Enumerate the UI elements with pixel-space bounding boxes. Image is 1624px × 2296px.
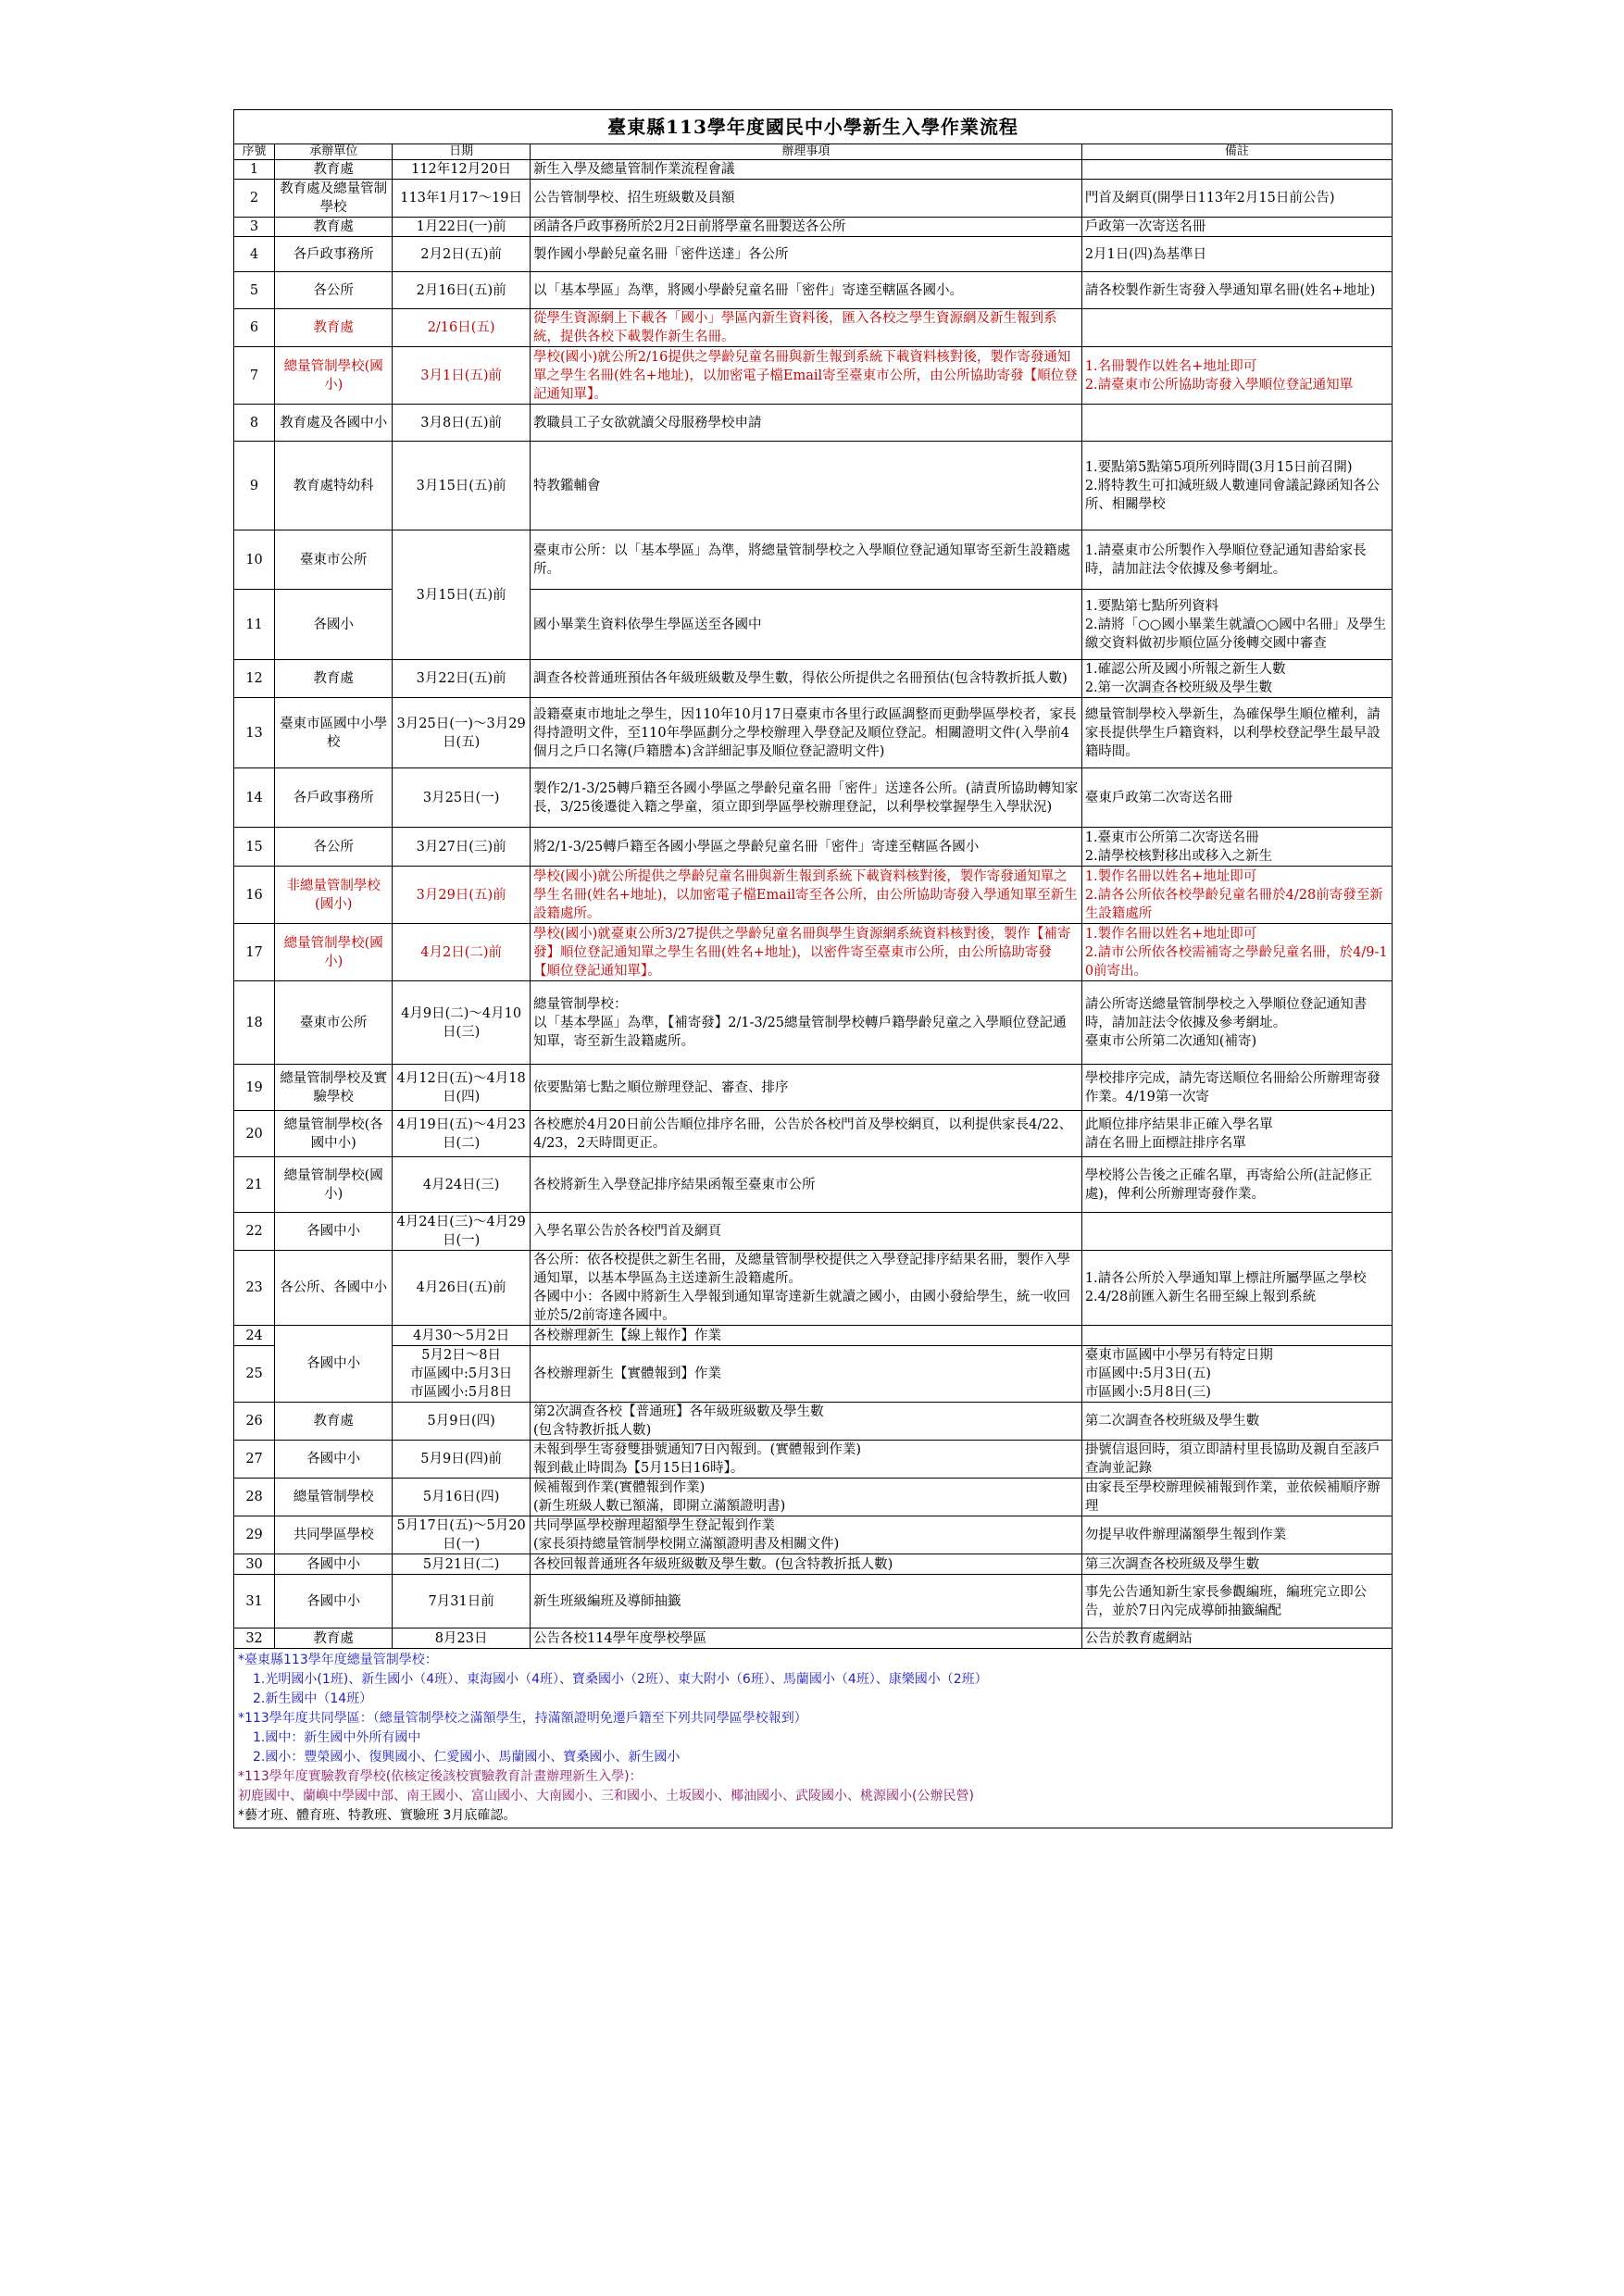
row-unit: 各國小 xyxy=(275,590,393,660)
row-task: 第2次調查各校【普通班】各年級班級數及學生數 (包含特教折抵人數) xyxy=(530,1403,1081,1441)
row-task: 新生入學及總量管制作業流程會議 xyxy=(530,160,1081,180)
row-note: 1.確認公所及國小所報之新生人數 2.第一次調查各校班級及學生數 xyxy=(1081,660,1392,698)
table-row xyxy=(234,442,1393,530)
row-unit: 非總量管制學校(國小) xyxy=(275,867,393,924)
row-task: 公告管制學校、招生班級數及員額 xyxy=(530,180,1081,218)
row-number: 24 xyxy=(234,1326,275,1346)
row-date: 3月25日(一)～3月29日(五) xyxy=(393,698,531,768)
row-note xyxy=(1081,160,1392,180)
row-number: 31 xyxy=(234,1575,275,1628)
row-note: 事先公告通知新生家長參觀編班，編班完立即公告，並於7日內完成導師抽籤編配 xyxy=(1081,1575,1392,1628)
row-number: 29 xyxy=(234,1516,275,1554)
row-number: 9 xyxy=(234,442,275,530)
table-row xyxy=(234,530,1393,590)
row-number: 12 xyxy=(234,660,275,698)
row-number: 7 xyxy=(234,347,275,405)
row-date: 5月2日～8日 市區國中:5月3日 市區國小:5月8日 xyxy=(393,1346,531,1403)
row-date: 5月9日(四) xyxy=(393,1403,531,1441)
row-unit: 教育處及總量管制學校 xyxy=(275,180,393,218)
row-number: 1 xyxy=(234,160,275,180)
row-unit: 各戶政事務所 xyxy=(275,768,393,828)
row-note: 請公所寄送總量管制學校之入學順位登記通知書時，請加註法令依據及參考網址。 臺東市公所第二次通知(補寄) xyxy=(1081,981,1392,1065)
row-date: 4月24日(三) xyxy=(393,1157,531,1213)
row-unit: 各國中小 xyxy=(275,1575,393,1628)
header-no: 序號 xyxy=(234,144,275,160)
row-note: 1.製作名冊以姓名+地址即可 2.請市公所依各校需補寄之學齡兒童名冊，於4/9-10前寄出。 xyxy=(1081,924,1392,981)
row-number: 23 xyxy=(234,1251,275,1326)
row-note: 1.名冊製作以姓名+地址即可 2.請臺東市公所協助寄發入學順位登記通知單 xyxy=(1081,347,1392,405)
row-date: 4月2日(二)前 xyxy=(393,924,531,981)
row-task: 各校辦理新生【線上報作】作業 xyxy=(530,1326,1081,1346)
row-date: 3月25日(一) xyxy=(393,768,531,828)
row-date: 3月8日(五)前 xyxy=(393,405,531,442)
row-date: 8月23日 xyxy=(393,1628,531,1649)
row-note: 學校將公告後之正確名單，再寄給公所(註記修正處)，俾利公所辦理寄發作業。 xyxy=(1081,1157,1392,1213)
row-date: 113年1月17～19日 xyxy=(393,180,531,218)
header-row xyxy=(234,144,1393,160)
row-note: 1.要點第七點所列資料 2.請將「○○國小畢業生就讀○○國中名冊」及學生繳交資料做初步順位區分後轉交國中審查 xyxy=(1081,590,1392,660)
row-date: 4月19日(五)～4月23日(二) xyxy=(393,1111,531,1157)
table-row xyxy=(234,1479,1393,1516)
row-unit: 總量管制學校(國小) xyxy=(275,1157,393,1213)
row-note: 勿提早收件辦理滿額學生報到作業 xyxy=(1081,1516,1392,1554)
row-number: 25 xyxy=(234,1346,275,1403)
row-note: 1.要點第5點第5項所列時間(3月15日前召開) 2.將特教生可扣減班級人數連同會議記錄函知各公所、相關學校 xyxy=(1081,442,1392,530)
row-unit: 教育處及各國中小 xyxy=(275,405,393,442)
table-row xyxy=(234,1575,1393,1628)
footnote-line: 1.光明國小(1班)、新生國小（4班）、東海國小（4班）、寶桑國小（2班）、東大附小（6班）、馬蘭國小（4班）、康樂國小（2班） xyxy=(253,1672,988,1687)
document-sheet xyxy=(233,109,1393,1828)
row-unit: 臺東市公所 xyxy=(275,530,393,590)
row-task: 未報到學生寄發雙掛號通知7日內報到。(實體報到作業) 報到截止時間為【5月15日16時】。 xyxy=(530,1441,1081,1479)
row-note: 學校排序完成，請先寄送順位名冊給公所辦理寄發作業。4/19第一次寄 xyxy=(1081,1065,1392,1111)
footnote-line: 2.新生國中（14班） xyxy=(253,1691,373,1706)
table-row xyxy=(234,1346,1393,1403)
row-task: 學校(國小)就公所提供之學齡兒童名冊與新生報到系統下載資料核對後，製作寄發通知單之學生名冊(姓名+地址)，以加密電子檔Email寄至各公所，由公所協助寄發入學通知單至新生設籍處所。 xyxy=(530,867,1081,924)
table-row xyxy=(234,309,1393,347)
table-row xyxy=(234,405,1393,442)
row-unit: 總量管制學校 xyxy=(275,1479,393,1516)
row-number: 18 xyxy=(234,981,275,1065)
row-task: 公告各校114學年度學校學區 xyxy=(530,1628,1081,1649)
row-task: 各校回報普通班各年級班級數及學生數。(包含特教折抵人數) xyxy=(530,1554,1081,1575)
row-note: 掛號信退回時，須立即請村里長協助及親自至該戶查詢並記錄 xyxy=(1081,1441,1392,1479)
table-row xyxy=(234,347,1393,405)
row-number: 20 xyxy=(234,1111,275,1157)
row-unit: 臺東市區國中小學校 xyxy=(275,698,393,768)
header-date: 日期 xyxy=(393,144,531,160)
row-number: 28 xyxy=(234,1479,275,1516)
row-task: 共同學區學校辦理超額學生登記報到作業 (家長須持總量管制學校開立滿額證明書及相關文件) xyxy=(530,1516,1081,1554)
row-note: 1.請各公所於入學通知單上標註所屬學區之學校 2.4/28前匯入新生名冊至線上報到系統 xyxy=(1081,1251,1392,1326)
row-date: 4月30～5月2日 xyxy=(393,1326,531,1346)
row-number: 17 xyxy=(234,924,275,981)
workflow-table xyxy=(233,109,1393,1828)
row-task: 各校應於4月20日前公告順位排序名冊，公告於各校門首及學校網頁，以利提供家長4/22、4/23，2天時間更正。 xyxy=(530,1111,1081,1157)
row-number: 5 xyxy=(234,272,275,309)
row-date: 7月31日前 xyxy=(393,1575,531,1628)
row-date: 3月27日(三)前 xyxy=(393,828,531,867)
table-row xyxy=(234,237,1393,272)
table-row xyxy=(234,1403,1393,1441)
row-number: 10 xyxy=(234,530,275,590)
footnote-line: *藝才班、體育班、特教班、實驗班 3月底確認。 xyxy=(238,1808,517,1823)
row-unit: 教育處 xyxy=(275,1628,393,1649)
row-note: 第二次調查各校班級及學生數 xyxy=(1081,1403,1392,1441)
row-note: 臺東戶政第二次寄送名冊 xyxy=(1081,768,1392,828)
table-row xyxy=(234,1441,1393,1479)
row-note: 戶政第一次寄送名冊 xyxy=(1081,218,1392,237)
row-note: 請各校製作新生寄發入學通知單名冊(姓名+地址) xyxy=(1081,272,1392,309)
row-date: 5月21日(二) xyxy=(393,1554,531,1575)
row-date: 2月16日(五)前 xyxy=(393,272,531,309)
footnote-line: *113學年度共同學區：（總量管制學校之滿額學生，持滿額證明免遷戶籍至下列共同學區學校報到） xyxy=(238,1711,807,1726)
row-task: 調查各校普通班預估各年級班級數及學生數，得依公所提供之名冊預估(包含特教折抵人數) xyxy=(530,660,1081,698)
table-row xyxy=(234,768,1393,828)
row-date: 5月17日(五)～5月20日(一) xyxy=(393,1516,531,1554)
table-row xyxy=(234,660,1393,698)
row-task: 各校辦理新生【實體報到】作業 xyxy=(530,1346,1081,1403)
row-date: 3月15日(五)前 xyxy=(393,530,531,660)
row-number: 30 xyxy=(234,1554,275,1575)
row-date: 112年12月20日 xyxy=(393,160,531,180)
row-unit: 各國中小 xyxy=(275,1554,393,1575)
table-row xyxy=(234,1111,1393,1157)
row-note: 總量管制學校入學新生，為確保學生順位權利，請家長提供學生戶籍資料，以利學校登記學生最早設籍時間。 xyxy=(1081,698,1392,768)
row-unit: 教育處 xyxy=(275,660,393,698)
footnote-line: *臺東縣113學年度總量管制學校： xyxy=(238,1653,438,1667)
row-number: 14 xyxy=(234,768,275,828)
table-row xyxy=(234,1326,1393,1346)
row-date: 2/16日(五) xyxy=(393,309,531,347)
row-date: 5月9日(四)前 xyxy=(393,1441,531,1479)
row-task: 特教鑑輔會 xyxy=(530,442,1081,530)
header-task: 辦理事項 xyxy=(530,144,1081,160)
table-row xyxy=(234,1213,1393,1251)
row-number: 8 xyxy=(234,405,275,442)
row-unit: 總量管制學校(國小) xyxy=(275,924,393,981)
row-date: 3月15日(五)前 xyxy=(393,442,531,530)
row-unit: 總量管制學校(各國中小) xyxy=(275,1111,393,1157)
row-date: 3月29日(五)前 xyxy=(393,867,531,924)
row-task: 各公所：依各校提供之新生名冊，及總量管制學校提供之入學登記排序結果名冊，製作入學通知單，以基本學區為主送達新生設籍處所。 各國中小：各國中將新生入學報到通知單寄達新生就讀之國小，由國小發給學生，統一收回並於5/2前寄達各國中。 xyxy=(530,1251,1081,1326)
row-task: 設籍臺東市地址之學生，因110年10月17日臺東市各里行政區調整而更動學區學校者，家長得持證明文件，至110年學區劃分之學校辦理入學登記及順位登記。相關證明文件(入學前4個月之戶口名簿(戶籍謄本)含詳細記事及順位登記證明文件) xyxy=(530,698,1081,768)
row-task: 函請各戶政事務所於2月2日前將學童名冊製送各公所 xyxy=(530,218,1081,237)
row-note: 第三次調查各校班級及學生數 xyxy=(1081,1554,1392,1575)
table-row xyxy=(234,698,1393,768)
row-note xyxy=(1081,405,1392,442)
row-number: 32 xyxy=(234,1628,275,1649)
row-task: 製作2/1-3/25轉戶籍至各國小學區之學齡兒童名冊「密件」送達各公所。(請責所協助轉知家長，3/25後遷徙入籍之學童，須立即到學區學校辦理登記，以利學校掌握學生入學狀況) xyxy=(530,768,1081,828)
row-unit: 教育處特幼科 xyxy=(275,442,393,530)
row-note: 2月1日(四)為基準日 xyxy=(1081,237,1392,272)
row-note xyxy=(1081,309,1392,347)
table-row xyxy=(234,1554,1393,1575)
row-note: 1.請臺東市公所製作入學順位登記通知書給家長時，請加註法令依據及參考網址。 xyxy=(1081,530,1392,590)
row-date: 4月9日(二)～4月10日(三) xyxy=(393,981,531,1065)
table-row xyxy=(234,981,1393,1065)
table-row xyxy=(234,924,1393,981)
row-task: 新生班級編班及導師抽籤 xyxy=(530,1575,1081,1628)
row-unit: 共同學區學校 xyxy=(275,1516,393,1554)
row-unit: 各國中小 xyxy=(275,1326,393,1403)
row-task: 學校(國小)就公所2/16提供之學齡兒童名冊與新生報到系統下載資料核對後，製作寄發通知單之學生名冊(姓名+地址)，以加密電子檔Email寄至臺東市公所，由公所協助寄發【順位登記通知單】。 xyxy=(530,347,1081,405)
row-note: 門首及網頁(開學日113年2月15日前公告) xyxy=(1081,180,1392,218)
table-row xyxy=(234,1065,1393,1111)
table-row xyxy=(234,1516,1393,1554)
table-body xyxy=(234,160,1393,1649)
row-number: 22 xyxy=(234,1213,275,1251)
row-number: 6 xyxy=(234,309,275,347)
row-number: 2 xyxy=(234,180,275,218)
row-unit: 各國中小 xyxy=(275,1441,393,1479)
row-note: 由家長至學校辦理候補報到作業，並依候補順序辦理 xyxy=(1081,1479,1392,1516)
row-task: 臺東市公所：以「基本學區」為準，將總量管制學校之入學順位登記通知單寄至新生設籍處所。 xyxy=(530,530,1081,590)
table-row xyxy=(234,180,1393,218)
row-date: 2月2日(五)前 xyxy=(393,237,531,272)
table-row xyxy=(234,1628,1393,1649)
row-task: 以「基本學區」為準，將國小學齡兒童名冊「密件」寄達至轄區各國小。 xyxy=(530,272,1081,309)
row-note: 公告於教育處網站 xyxy=(1081,1628,1392,1649)
row-number: 21 xyxy=(234,1157,275,1213)
document-title: 臺東縣113學年度國民中小學新生入學作業流程 xyxy=(234,110,1393,144)
row-number: 19 xyxy=(234,1065,275,1111)
row-unit: 教育處 xyxy=(275,218,393,237)
row-note: 1.製作名冊以姓名+地址即可 2.請各公所依各校學齡兒童名冊於4/28前寄發至新生設籍處所 xyxy=(1081,867,1392,924)
table-row xyxy=(234,1157,1393,1213)
row-note: 臺東市區國中小學另有特定日期 市區國中:5月3日(五) 市區國小:5月8日(三) xyxy=(1081,1346,1392,1403)
table-row xyxy=(234,272,1393,309)
row-number: 3 xyxy=(234,218,275,237)
row-unit: 教育處 xyxy=(275,1403,393,1441)
row-number: 27 xyxy=(234,1441,275,1479)
row-number: 11 xyxy=(234,590,275,660)
row-number: 16 xyxy=(234,867,275,924)
row-task: 將2/1-3/25轉戶籍至各國小學區之學齡兒童名冊「密件」寄達至轄區各國小 xyxy=(530,828,1081,867)
table-row xyxy=(234,828,1393,867)
footnote-line: 2.國小：豐榮國小、復興國小、仁愛國小、馬蘭國小、寶桑國小、新生國小 xyxy=(253,1750,681,1765)
row-task: 教職員工子女欲就讀父母服務學校申請 xyxy=(530,405,1081,442)
table-row xyxy=(234,160,1393,180)
footnotes xyxy=(234,1649,1393,1828)
row-note xyxy=(1081,1326,1392,1346)
row-task: 國小畢業生資料依學生學區送至各國中 xyxy=(530,590,1081,660)
row-date: 4月24日(三)～4月29日(一) xyxy=(393,1213,531,1251)
row-unit: 各戶政事務所 xyxy=(275,237,393,272)
row-date: 4月12日(五)～4月18日(四) xyxy=(393,1065,531,1111)
row-unit: 各公所 xyxy=(275,828,393,867)
row-task: 入學名單公告於各校門首及網頁 xyxy=(530,1213,1081,1251)
footnote-line: *113學年度實驗教育學校(依核定後該校實驗教育計畫辦理新生入學)： xyxy=(238,1769,643,1784)
row-note: 1.臺東市公所第二次寄送名冊 2.請學校核對移出或移入之新生 xyxy=(1081,828,1392,867)
header-unit: 承辦單位 xyxy=(275,144,393,160)
row-date: 5月16日(四) xyxy=(393,1479,531,1516)
row-number: 15 xyxy=(234,828,275,867)
row-task: 各校將新生入學登記排序結果函報至臺東市公所 xyxy=(530,1157,1081,1213)
row-unit: 教育處 xyxy=(275,309,393,347)
row-unit: 各公所 xyxy=(275,272,393,309)
header-note: 備註 xyxy=(1081,144,1392,160)
table-row xyxy=(234,218,1393,237)
row-number: 4 xyxy=(234,237,275,272)
footnote-line: 1.國中：新生國中外所有國中 xyxy=(253,1730,421,1745)
row-note xyxy=(1081,1213,1392,1251)
row-date: 3月1日(五)前 xyxy=(393,347,531,405)
row-task: 製作國小學齡兒童名冊「密件送達」各公所 xyxy=(530,237,1081,272)
row-date: 4月26日(五)前 xyxy=(393,1251,531,1326)
row-unit: 臺東市公所 xyxy=(275,981,393,1065)
row-unit: 教育處 xyxy=(275,160,393,180)
row-note: 此順位排序結果非正確入學名單 請在名冊上面標註排序名單 xyxy=(1081,1111,1392,1157)
row-task: 學校(國小)就臺東公所3/27提供之學齡兒童名冊與學生資源網系統資料核對後，製作【補寄發】順位登記通知單之學生名冊(姓名+地址)，以密件寄至臺東市公所，由公所協助寄發【順位登記通知單】。 xyxy=(530,924,1081,981)
row-task: 從學生資源網上下載各「國小」學區內新生資料後，匯入各校之學生資源網及新生報到系統，提供各校下載製作新生名冊。 xyxy=(530,309,1081,347)
table-row xyxy=(234,867,1393,924)
row-unit: 總量管制學校(國小) xyxy=(275,347,393,405)
row-unit: 各公所、各國中小 xyxy=(275,1251,393,1326)
footnote-line: 初鹿國中、蘭嶼中學國中部、南王國小、富山國小、大南國小、三和國小、土坂國小、椰油國小、武陵國小、桃源國小(公辦民營) xyxy=(238,1789,974,1803)
row-task: 依要點第七點之順位辦理登記、審查、排序 xyxy=(530,1065,1081,1111)
row-unit: 總量管制學校及實驗學校 xyxy=(275,1065,393,1111)
row-date: 3月22日(五)前 xyxy=(393,660,531,698)
table-row xyxy=(234,1251,1393,1326)
row-date: 1月22日(一)前 xyxy=(393,218,531,237)
row-task: 候補報到作業(實體報到作業) (新生班級人數已額滿，即開立滿額證明書) xyxy=(530,1479,1081,1516)
row-unit: 各國中小 xyxy=(275,1213,393,1251)
row-number: 13 xyxy=(234,698,275,768)
row-task: 總量管制學校： 以「基本學區」為準，【補寄發】2/1-3/25總量管制學校轉戶籍學齡兒童之入學順位登記通知單，寄至新生設籍處所。 xyxy=(530,981,1081,1065)
row-number: 26 xyxy=(234,1403,275,1441)
